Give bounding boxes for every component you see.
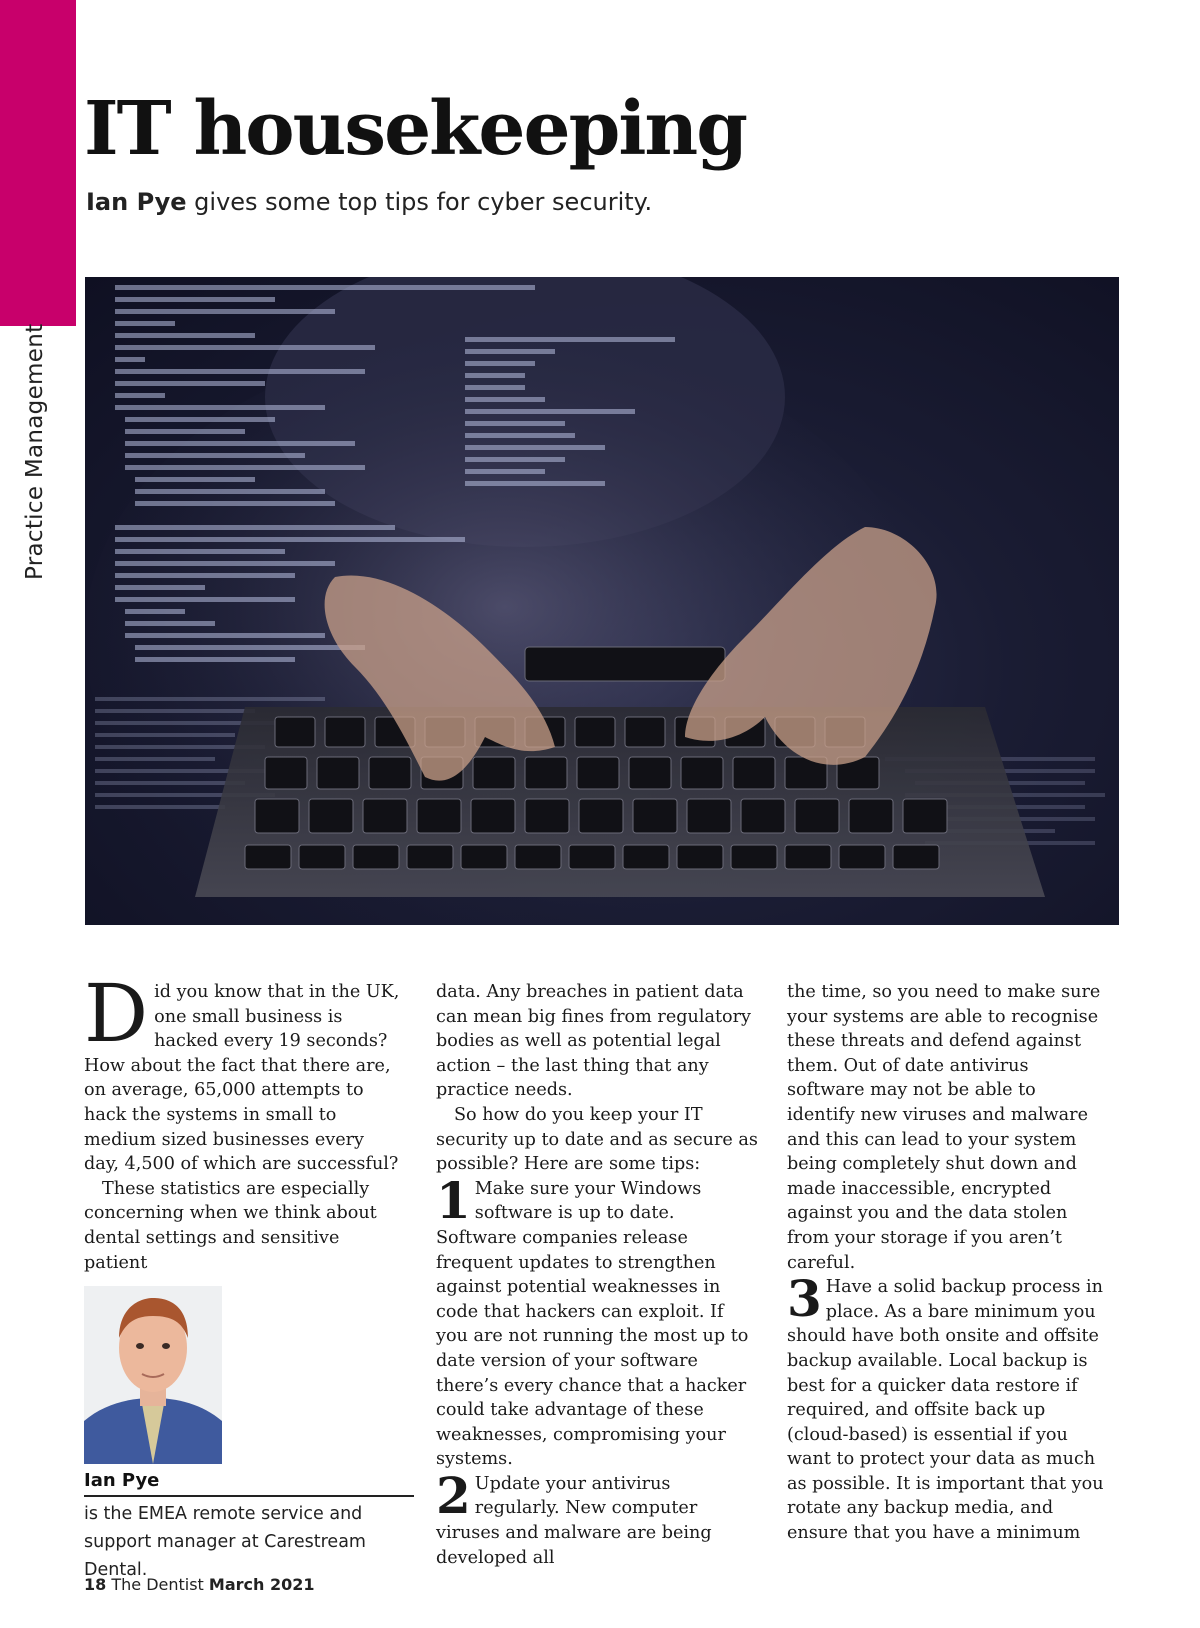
article-paragraph: the time, so you need to make sure your systems are able to recognise these threats and defend against them. Out of date antivirus software may not be able to identify new viruses and malware and this can lead to your system being completely shut down and made inaccessible, encrypted against you and the data stolen from your storage if you aren’t careful. bbox=[787, 982, 1101, 1273]
section-color-bar bbox=[0, 0, 76, 326]
tip-text: Have a solid backup process in place. As a bare minimum you should have both onsite and offsite backup available. Local backup is best for a quicker data restore if required, and offsite back up (cloud-based) is essential if you want to protect your data as much as possible. It is important that you rotate any backup media, and ensure that you have a minimum bbox=[787, 1277, 1104, 1544]
page-title: IT housekeeping bbox=[84, 86, 746, 172]
article-column-3 bbox=[787, 980, 1109, 1546]
article-paragraph: These statistics are especially concerning when we think about dental settings and sensitive patient bbox=[84, 1178, 377, 1273]
article-paragraph: So how do you keep your IT security up to date and as secure as possible? Here are some tips: bbox=[436, 1104, 758, 1175]
article-paragraph: data. Any breaches in patient data can mean big fines from regulatory bodies as well as potential legal action – the last thing that any practice needs. bbox=[436, 982, 751, 1101]
tip-3 bbox=[787, 1269, 1109, 1546]
drop-cap: D bbox=[84, 967, 149, 1060]
author-portrait-image bbox=[84, 1286, 222, 1464]
hacker-typing-laptop-image bbox=[85, 277, 1119, 925]
article-column-1 bbox=[84, 967, 402, 1275]
tip-number: 2 bbox=[436, 1465, 471, 1525]
article-paragraph bbox=[84, 967, 402, 1177]
author-photo bbox=[84, 1286, 222, 1464]
standfirst bbox=[86, 188, 652, 216]
tip-number: 1 bbox=[436, 1170, 471, 1230]
paragraph-text: id you know that in the UK, one small business is hacked every 19 seconds? How about the fact that there are, on average, 65,000 attempts to hack the systems in small to medium sized businesses every day, 4,500 of which are successful? bbox=[84, 982, 400, 1175]
author-name: Ian Pye bbox=[84, 1470, 414, 1497]
page-footer bbox=[84, 1575, 315, 1594]
standfirst-text: gives some top tips for cyber security. bbox=[186, 188, 653, 216]
standfirst-author: Ian Pye bbox=[86, 188, 187, 216]
section-label: Practice Management bbox=[22, 323, 48, 580]
article-column-2 bbox=[436, 980, 758, 1570]
publication-name: The Dentist bbox=[106, 1575, 209, 1594]
page-number: 18 bbox=[84, 1575, 107, 1594]
tip-number: 3 bbox=[787, 1269, 822, 1329]
author-bio: is the EMEA remote service and support manager at Carestream Dental. bbox=[84, 1504, 366, 1580]
tip-1 bbox=[436, 1170, 758, 1472]
issue-date: March 2021 bbox=[208, 1575, 315, 1594]
tip-2 bbox=[436, 1465, 758, 1570]
tip-text: Make sure your Windows software is up to date. Software companies release frequent updates to strengthen against potential weaknesses in code that hackers can exploit. If you are not running the most up to date version of your software there’s every chance that a hacker could take advantage of these weaknesses, compromising your systems. bbox=[436, 1178, 749, 1470]
hero-image bbox=[85, 277, 1119, 925]
tip-text: Update your antivirus regularly. New computer viruses and malware are being developed all bbox=[436, 1473, 712, 1568]
